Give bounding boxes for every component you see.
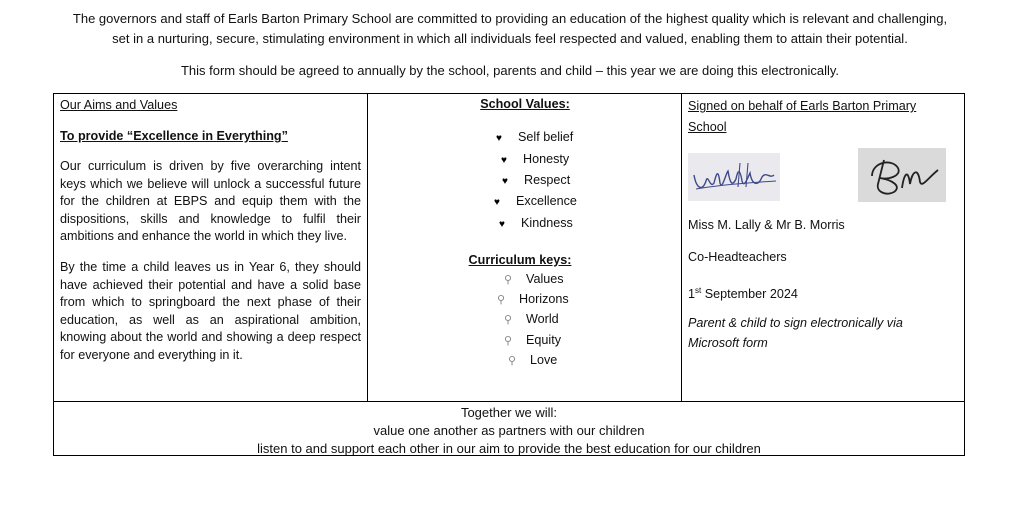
aims-paragraph-2: By the time a child leaves us in Year 6, they should have achieved their potential and have a solid base from which to springboard the next phase of their education, as well as an aspirational ambition, knowing about the world and showing a deep respect for everyone and everything in it. (60, 259, 361, 362)
curriculum-keys-heading: Curriculum keys: (468, 253, 572, 267)
key-icon: ⚲ (504, 314, 513, 326)
intro-line-2: set in a nurturing, secure, stimulating environment in which all individuals feel respected and valued, enabling them to attain their potential. (112, 31, 908, 46)
intro-statement (40, 9, 980, 49)
value-item: ♥ Kindness (499, 215, 573, 233)
value-item: ♥ Self belief (496, 129, 573, 147)
value-item: ♥ Honesty (501, 151, 569, 169)
signature-image-morris (858, 148, 946, 202)
footer-line-2: value one another as partners with our children (373, 423, 645, 438)
key-icon: ⚲ (508, 355, 517, 367)
aims-column (54, 94, 368, 402)
aims-subheading: To provide “Excellence in Everything” (60, 129, 288, 143)
key-icon: ⚲ (504, 335, 513, 347)
curriculum-key-item: ⚲ Equity (504, 333, 562, 347)
signatory-names: Miss M. Lally & Mr B. Morris (688, 218, 845, 232)
values-heading: School Values: (480, 97, 570, 111)
form-note: This form should be agreed to annually by the school, parents and child – this year we are doing this electronically. (180, 63, 840, 78)
curriculum-key-item: ⚲ World (504, 312, 559, 326)
heart-icon: ♥ (501, 155, 507, 166)
footer-line-1: Together we will: (460, 405, 558, 420)
intro-line-1: The governors and staff of Earls Barton Primary School are committed to providing an education of the highest quality which is relevant and challenging, (72, 11, 948, 26)
value-item: ♥ Respect (502, 172, 570, 190)
curriculum-key-item: ⚲ Love (508, 353, 558, 367)
aims-paragraph-1: Our curriculum is driven by five overarching intent keys which we believe will unlock a successful future for the children at EBPS and equip them with the dispositions, skills and knowledge to fulfil their ambitions and enhance the world in which they live. (60, 159, 361, 244)
aims-heading: Our Aims and Values (60, 98, 178, 112)
curriculum-key-item: ⚲ Values (504, 272, 564, 286)
signature-morris-drawing (858, 148, 946, 202)
heart-icon: ♥ (502, 176, 508, 187)
signature-lally-drawing (688, 153, 780, 201)
agreement-table (53, 93, 965, 456)
key-icon: ⚲ (504, 274, 513, 286)
heart-icon: ♥ (494, 197, 500, 208)
signatures-column (682, 94, 964, 402)
heart-icon: ♥ (499, 219, 505, 230)
together-we-will-row (54, 401, 964, 455)
values-column (368, 94, 682, 402)
signed-date: 1st September 2024 (688, 286, 798, 302)
heart-icon: ♥ (496, 133, 502, 144)
signatory-role: Co-Headteachers (688, 250, 787, 264)
electronic-sign-note: Parent & child to sign electronically via Microsoft form (688, 316, 903, 350)
key-icon: ⚲ (497, 294, 506, 306)
signature-image-lally (688, 153, 780, 201)
footer-line-3: listen to and support each other in our aim to provide the best education for our children (257, 441, 761, 456)
value-item: ♥ Excellence (494, 193, 577, 211)
curriculum-key-item: ⚲ Horizons (497, 292, 569, 306)
signed-heading: Signed on behalf of Earls Barton Primary School (688, 99, 917, 134)
